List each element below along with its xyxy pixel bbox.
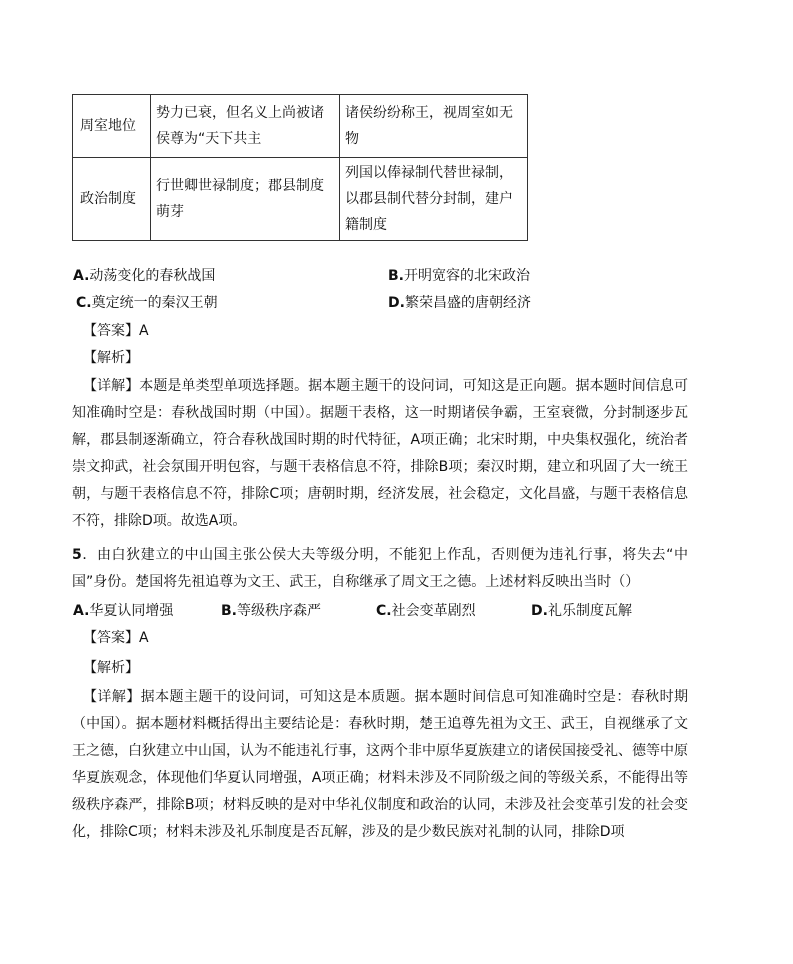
q5-option-c: C.社会变革剧烈 (376, 603, 476, 619)
q5-analysis-heading: 【解析】 (83, 660, 139, 676)
table-row (73, 95, 528, 158)
row-label: 政治制度 (80, 191, 136, 207)
table-cell: 势力已衰，但名义上尚被诸侯尊为“天下共主 (156, 105, 324, 147)
q4-analysis-heading: 【解析】 (83, 350, 139, 366)
q4-answer: 【答案】A (83, 323, 149, 339)
row-label: 周室地位 (80, 118, 136, 134)
q5-option-a: A.华夏认同增强 (73, 603, 174, 619)
q4-detail: 【详解】本题是单类型单项选择题。据本题主题干的设问词，可知这是正向题。据本题时间信息可知准确时空是：春秋战国时期（中国）。据题干表格，这一时期诸侯争霸，王室衰微，分封制逐步瓦解，郡县制逐渐确立，符合春秋战国时期的时代特征，A项正确；北宋时期，中央集权强化，统治者崇文抑武，社会氛围开明包容，与题干表格信息不符，排除B项；秦汉时期，建立和巩固了大一统王朝，与题干表格信息不符，排除C项；唐朝时期，经济发展，社会稳定，文化昌盛，与题干表格信息不符，排除D项。故选A项。 (72, 378, 688, 529)
q5-detail: 【详解】据本题主题干的设问词，可知这是本质题。据本题时间信息可知准确时空是：春秋时期（中国）。据本题材料概括得出主要结论是：春秋时期，楚王追尊先祖为文王、武王，自视继承了文王之德，白狄建立中山国，认为不能违礼行事，这两个非中原华夏族建立的诸侯国接受礼、德等中原华夏族观念，体现他们华夏认同增强，A项正确；材料未涉及不同阶级之间的等级关系，不能得出等级秩序森严，排除B项；材料反映的是对中华礼仪制度和政治的认同，未涉及社会变革引发的社会变化，排除C项；材料未涉及礼乐制度是否瓦解，涉及的是少数民族对礼制的认同，排除D项 (72, 689, 688, 840)
table-cell: 列国以俸禄制代替世禄制，以郡县制代替分封制，建户籍制度 (345, 165, 513, 233)
q4-option-d: D.繁荣昌盛的唐朝经济 (388, 295, 531, 311)
q4-option-b: B.开明宽容的北宋政治 (388, 268, 530, 284)
q5-number: 5 (72, 547, 82, 563)
table-row (73, 158, 528, 241)
table-cell: 行世卿世禄制度；郡县制度萌芽 (156, 178, 324, 220)
comparison-table (72, 94, 528, 241)
q5-answer: 【答案】A (83, 630, 149, 646)
q5-option-d: D.礼乐制度瓦解 (531, 603, 632, 619)
q5-stem: 5．由白狄建立的中山国主张公侯大夫等级分明，不能犯上作乱，否则便为违礼行事，将失去“中国”身份。楚国将先祖追尊为文王、武王，自称继承了周文王之德。上述材料反映出当时（） (72, 547, 688, 590)
table-cell: 诸侯纷纷称王，视周室如无物 (345, 105, 513, 147)
q4-option-c: C.奠定统一的秦汉王朝 (76, 295, 218, 311)
q5-option-b: B.等级秩序森严 (221, 603, 321, 619)
q4-option-a: A.动荡变化的春秋战国 (73, 268, 216, 284)
